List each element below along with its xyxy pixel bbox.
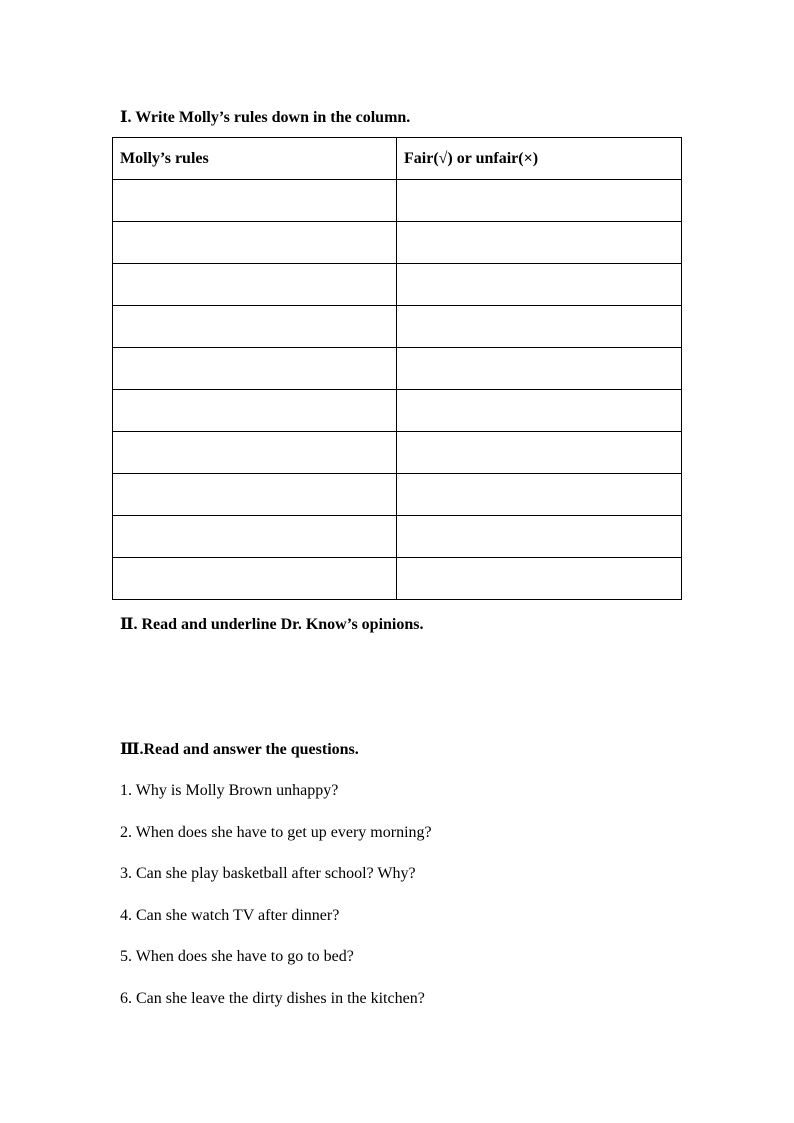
fair-cell[interactable]	[397, 474, 682, 516]
table-row	[113, 348, 682, 390]
rule-cell[interactable]	[113, 264, 397, 306]
table-row	[113, 222, 682, 264]
table-row	[113, 306, 682, 348]
rule-cell[interactable]	[113, 180, 397, 222]
table-row	[113, 558, 682, 600]
rules-table	[112, 137, 682, 600]
fair-cell[interactable]	[397, 558, 682, 600]
section-2-heading: Ⅱ. Read and underline Dr. Know’s opinions.	[120, 616, 424, 633]
table-row	[113, 390, 682, 432]
question-1: 1. Why is Molly Brown unhappy?	[120, 782, 339, 799]
table-row	[113, 180, 682, 222]
fair-cell[interactable]	[397, 432, 682, 474]
fair-cell[interactable]	[397, 306, 682, 348]
question-2: 2. When does she have to get up every morning?	[120, 824, 432, 841]
section-1-heading: Ⅰ. Write Molly’s rules down in the column.	[120, 109, 411, 126]
section-3-heading: Ⅲ.Read and answer the questions.	[120, 741, 359, 758]
rule-cell[interactable]	[113, 474, 397, 516]
table-row	[113, 474, 682, 516]
fair-cell[interactable]	[397, 516, 682, 558]
fair-cell[interactable]	[397, 390, 682, 432]
fair-cell[interactable]	[397, 348, 682, 390]
table-header-row	[113, 138, 682, 180]
rule-cell[interactable]	[113, 390, 397, 432]
fair-cell[interactable]	[397, 222, 682, 264]
question-5: 5. When does she have to go to bed?	[120, 948, 354, 965]
table-row	[113, 264, 682, 306]
column-header-fair-unfair: Fair(√) or unfair(×)	[397, 138, 682, 180]
fair-cell[interactable]	[397, 264, 682, 306]
question-3: 3. Can she play basketball after school? Why?	[120, 865, 416, 882]
rule-cell[interactable]	[113, 348, 397, 390]
question-6: 6. Can she leave the dirty dishes in the kitchen?	[120, 990, 425, 1007]
question-4: 4. Can she watch TV after dinner?	[120, 907, 340, 924]
table-row	[113, 516, 682, 558]
column-header-rules: Molly’s rules	[113, 138, 397, 180]
fair-cell[interactable]	[397, 180, 682, 222]
rule-cell[interactable]	[113, 558, 397, 600]
table-row	[113, 432, 682, 474]
rule-cell[interactable]	[113, 306, 397, 348]
rule-cell[interactable]	[113, 222, 397, 264]
rule-cell[interactable]	[113, 516, 397, 558]
rule-cell[interactable]	[113, 432, 397, 474]
